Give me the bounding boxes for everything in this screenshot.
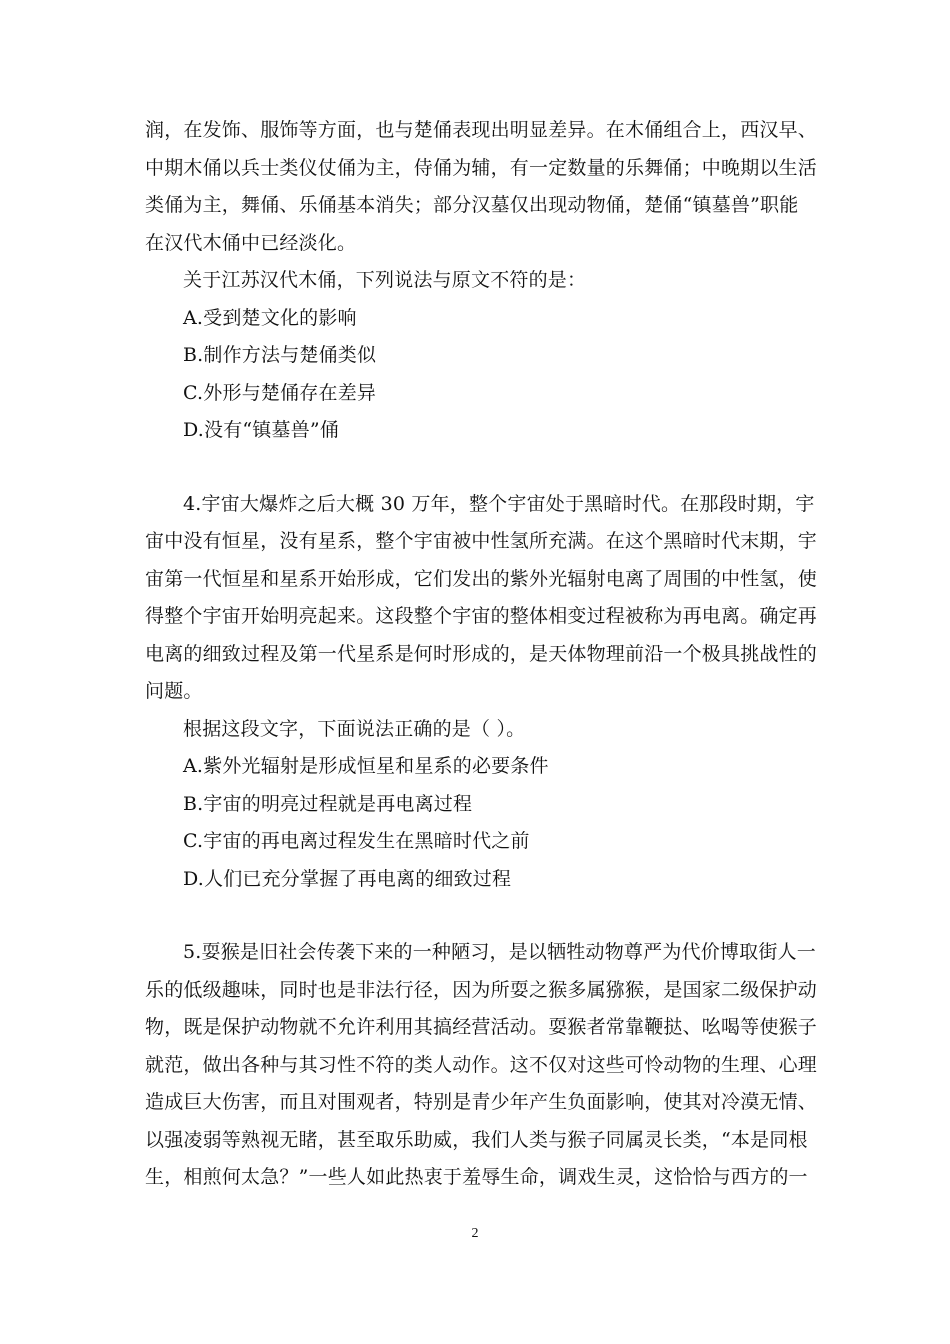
passage-line: 乐的低级趣味，同时也是非法行径，因为所耍之猴多属猕猴，是国家二级保护动 bbox=[145, 978, 818, 1001]
passage-line: 物，既是保护动物就不允许利用其搞经营活动。耍猴者常靠鞭挞、吆喝等使猴子 bbox=[145, 1016, 818, 1038]
option-b: B.宇宙的明亮过程就是再电离过程 bbox=[183, 792, 473, 815]
passage-line: 宙中没有恒星，没有星系，整个宇宙被中性氢所充满。在这个黑暗时代末期，宇 bbox=[145, 530, 818, 552]
passage-line: 生，相煎何太急？”一些人如此热衷于羞辱生命，调戏生灵，这恰恰与西方的一 bbox=[145, 1166, 808, 1188]
passage-line: 问题。 bbox=[145, 680, 203, 702]
page-number: 2 bbox=[471, 1226, 479, 1241]
passage-line: 在汉代木俑中已经淡化。 bbox=[145, 231, 357, 254]
option-d: D.没有“镇墓兽”俑 bbox=[183, 419, 340, 441]
question-5 bbox=[145, 934, 818, 1197]
question-prompt: 关于江苏汉代木俑，下列说法与原文不符的是： bbox=[183, 269, 587, 291]
passage-line: 润，在发饰、服饰等方面，也与楚俑表现出明显差异。在木俑组合上，西汉早、 bbox=[145, 119, 818, 141]
question-4 bbox=[145, 486, 818, 899]
option-c: C.外形与楚俑存在差异 bbox=[183, 381, 377, 404]
question-prompt: 根据这段文字，下面说法正确的是（ ）。 bbox=[183, 717, 526, 740]
section-gap bbox=[145, 898, 805, 934]
passage-line: 电离的细致过程及第一代星系是何时形成的，是天体物理前沿一个极具挑战性的 bbox=[145, 642, 818, 665]
passage-line: 4.宇宙大爆炸之后大概 30 万年，整个宇宙处于黑暗时代。在那段时期，宇 bbox=[183, 492, 815, 515]
option-b: B.制作方法与楚俑类似 bbox=[183, 344, 377, 366]
passage-line: 得整个宇宙开始明亮起来。这段整个宇宙的整体相变过程被称为再电离。确定再 bbox=[145, 605, 818, 627]
option-a: A.受到楚文化的影响 bbox=[183, 306, 357, 329]
option-c: C.宇宙的再电离过程发生在黑暗时代之前 bbox=[183, 830, 530, 852]
passage-line: 中期木俑以兵士类仪仗俑为主，侍俑为辅，有一定数量的乐舞俑；中晚期以生活 bbox=[145, 156, 818, 179]
option-a: A.紫外光辐射是形成恒星和星系的必要条件 bbox=[183, 755, 549, 777]
passage-continued bbox=[145, 112, 818, 450]
passage-line: 宙第一代恒星和星系开始形成，它们发出的紫外光辐射电离了周围的中性氢，使 bbox=[145, 567, 818, 590]
passage-line: 造成巨大伤害，而且对围观者，特别是青少年产生负面影响，使其对冷漠无情、 bbox=[145, 1091, 818, 1113]
option-d: D.人们已充分掌握了再电离的细致过程 bbox=[183, 867, 512, 890]
passage-line: 类俑为主，舞俑、乐俑基本消失；部分汉墓仅出现动物俑，楚俑“镇墓兽”职能 bbox=[145, 194, 799, 216]
passage-line: 以强凌弱等熟视无睹，甚至取乐助威，我们人类与猴子同属灵长类，“本是同根 bbox=[145, 1128, 808, 1151]
document-body bbox=[145, 112, 818, 1197]
passage-line: 5.耍猴是旧社会传袭下来的一种陋习，是以牺牲动物尊严为代价博取街人一 bbox=[183, 941, 816, 963]
section-gap bbox=[145, 450, 805, 486]
passage-line: 就范，做出各种与其习性不符的类人动作。这不仅对这些可怜动物的生理、心理 bbox=[145, 1053, 818, 1076]
